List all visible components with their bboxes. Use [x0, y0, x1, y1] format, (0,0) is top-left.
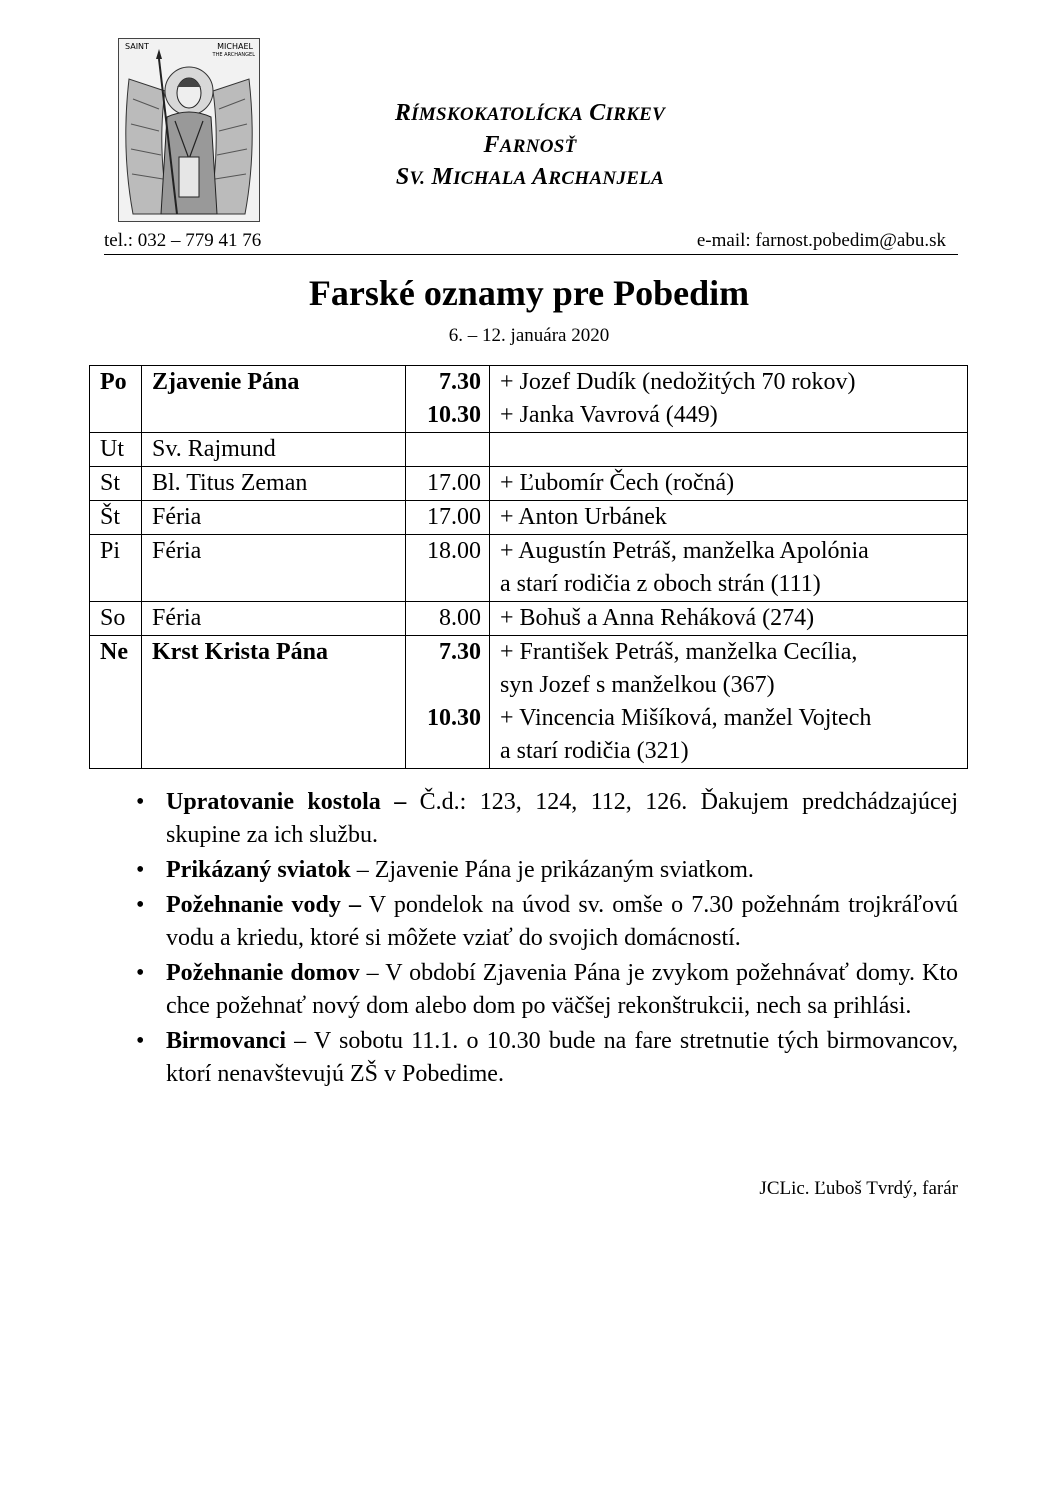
announcement-item: [136, 889, 958, 955]
mass-intention: [500, 433, 959, 466]
bullet-icon: •: [136, 1028, 145, 1054]
schedule-row: [90, 433, 968, 467]
mass-time: 7.30: [439, 369, 481, 395]
mass-time: 10.30: [427, 402, 481, 428]
schedule-day: Št: [90, 501, 142, 535]
schedule-times: [406, 535, 490, 602]
bullet-icon: •: [136, 960, 145, 986]
page-title: Farské oznamy pre Pobedim: [308, 273, 750, 313]
announcement-text: – V období Zjavenia Pána je zvykom požehnávať domy. Kto chce požehnať nový dom alebo dom po väčšej rekonštrukcii, nech sa prihlási.: [166, 960, 958, 1019]
mass-intention: + František Petráš, manželka Cecília,: [500, 639, 858, 665]
logo-text-left: SAINT: [125, 42, 149, 51]
schedule-day: Ne: [90, 636, 142, 769]
schedule-feast: Bl. Titus Zeman: [142, 467, 406, 501]
announcement-text: – Zjavenie Pána je prikázaným sviatkom.: [350, 857, 754, 883]
bullet-icon: •: [136, 789, 145, 815]
mass-intention: + Bohuš a Anna Reháková (274): [500, 605, 815, 631]
schedule-day: So: [90, 602, 142, 636]
org-line-3: SV. MICHALA ARCHANJELA: [395, 164, 665, 190]
announcement-heading: Požehnanie vody –: [166, 892, 362, 918]
logo-text-small: THE ARCHANGEL: [212, 52, 255, 58]
schedule-row: [90, 636, 968, 769]
org-line-2: FARNOSŤ: [483, 132, 577, 158]
announcement-heading: Upratovanie kostola –: [166, 789, 407, 815]
schedule-feast: Krst Krista Pána: [142, 636, 406, 769]
schedule-feast: Féria: [142, 501, 406, 535]
schedule-times: [406, 433, 490, 467]
schedule-intentions: [490, 535, 968, 602]
announcement-heading: Prikázaný sviatok: [166, 857, 351, 883]
schedule-intentions: [490, 602, 968, 636]
contact-line: [104, 230, 958, 255]
schedule-feast: Féria: [142, 602, 406, 636]
email-address: e-mail: farnost.pobedim@abu.sk: [696, 230, 946, 251]
mass-schedule-table: [89, 365, 968, 769]
date-range: 6. – 12. januára 2020: [448, 325, 610, 346]
saint-michael-icon: [118, 38, 260, 222]
mass-time: 17.00: [427, 470, 481, 496]
phone-number: tel.: 032 – 779 41 76: [104, 230, 262, 251]
org-line-1: RÍMSKOKATOLÍCKA CIRKEV: [394, 100, 666, 126]
mass-intention: a starí rodičia (321): [500, 738, 689, 764]
organization-name: [300, 98, 760, 194]
schedule-row: [90, 602, 968, 636]
bullet-icon: •: [136, 892, 145, 918]
mass-time: 8.00: [439, 605, 481, 631]
mass-intention: a starí rodičia z oboch strán (111): [500, 571, 821, 597]
announcement-item: [136, 854, 958, 887]
logo-text-right: MICHAEL: [217, 42, 253, 51]
schedule-day: Pi: [90, 535, 142, 602]
schedule-row: [90, 501, 968, 535]
schedule-times: [406, 636, 490, 769]
mass-intention: + Anton Urbánek: [500, 504, 667, 530]
mass-time: [414, 568, 481, 601]
schedule-intentions: [490, 501, 968, 535]
schedule-intentions: [490, 467, 968, 501]
announcement-text: – V sobotu 11.1. o 10.30 bude na fare stretnutie tých birmovancov, ktorí nenavštevujú ZŠ v Pobedime.: [166, 1028, 958, 1087]
mass-time: 10.30: [427, 705, 481, 731]
mass-time: [414, 735, 481, 768]
schedule-day: St: [90, 467, 142, 501]
schedule-row: [90, 366, 968, 433]
bullet-icon: •: [136, 857, 145, 883]
schedule-feast: Sv. Rajmund: [142, 433, 406, 467]
announcement-item: [136, 786, 958, 852]
mass-intention: + Augustín Petráš, manželka Apolónia: [500, 538, 869, 564]
schedule-feast: Féria: [142, 535, 406, 602]
announcement-text: V pondelok na úvod sv. omše o 7.30 požehnám trojkráľovú vodu a kriedu, ktoré si môžete vziať do svojich domácností.: [166, 892, 958, 951]
schedule-feast: Zjavenie Pána: [142, 366, 406, 433]
schedule-intentions: [490, 433, 968, 467]
schedule-intentions: [490, 636, 968, 769]
schedule-row: [90, 467, 968, 501]
schedule-times: [406, 467, 490, 501]
mass-time: 18.00: [427, 538, 481, 564]
announcement-heading: Požehnanie domov: [166, 960, 360, 986]
mass-intention: + Jozef Dudík (nedožitých 70 rokov): [500, 369, 856, 395]
announcement-list: [136, 786, 958, 1093]
schedule-times: [406, 602, 490, 636]
schedule-day: Ut: [90, 433, 142, 467]
mass-time: 7.30: [439, 639, 481, 665]
mass-intention: + Vincencia Mišíková, manžel Vojtech: [500, 705, 872, 731]
announcement-item: [136, 957, 958, 1023]
schedule-row: [90, 535, 968, 602]
schedule-day: Po: [90, 366, 142, 433]
mass-time: [414, 669, 481, 702]
announcement-item: [136, 1025, 958, 1091]
mass-intention: + Ľubomír Čech (ročná): [500, 470, 735, 496]
mass-intention: syn Jozef s manželkou (367): [500, 672, 775, 698]
announcement-text: Č.d.: 123, 124, 112, 126. Ďakujem predchádzajúcej skupine za ich službu.: [166, 789, 958, 848]
mass-time: [414, 433, 481, 466]
signature: JCLic. Ľuboš Tvrdý, farár: [759, 1178, 958, 1199]
mass-intention: + Janka Vavrová (449): [500, 402, 718, 428]
schedule-times: [406, 366, 490, 433]
announcement-heading: Birmovanci: [166, 1028, 286, 1054]
mass-time: 17.00: [427, 504, 481, 530]
schedule-times: [406, 501, 490, 535]
schedule-intentions: [490, 366, 968, 433]
